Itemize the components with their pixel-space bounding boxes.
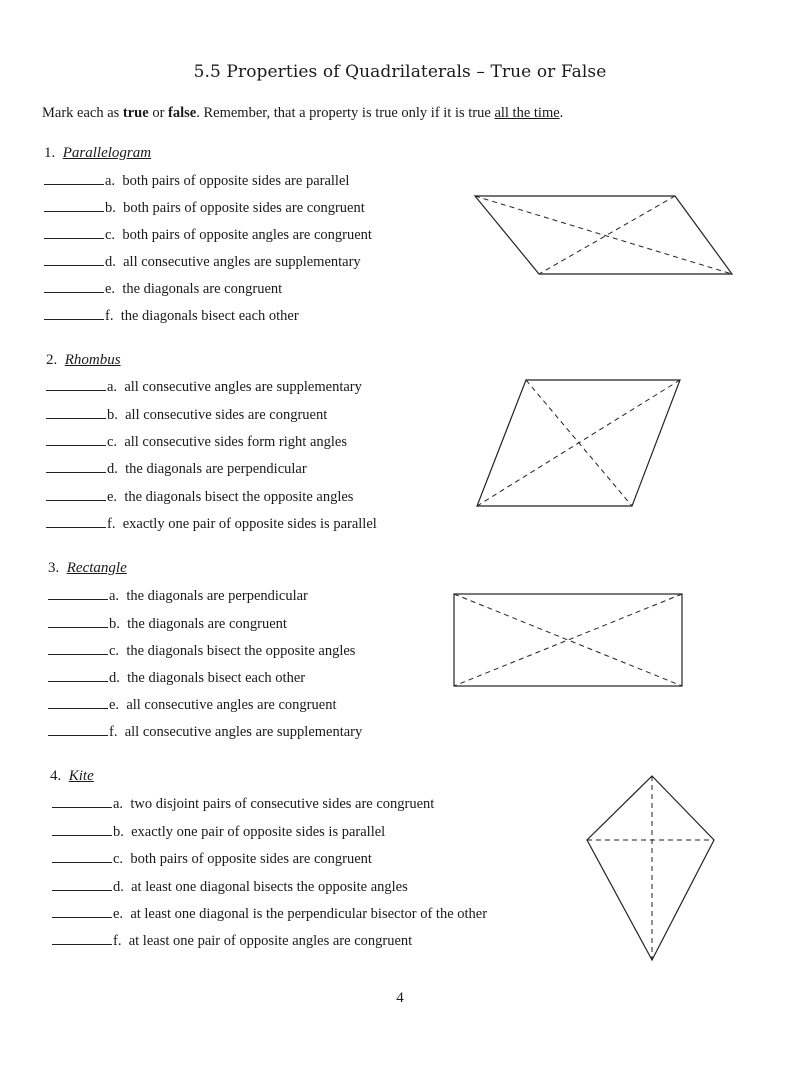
answer-blank[interactable] bbox=[48, 613, 108, 628]
question-text: the diagonals are perpendicular bbox=[125, 461, 307, 477]
question-3a bbox=[48, 585, 308, 605]
answer-blank[interactable] bbox=[44, 197, 104, 212]
question-letter: d. bbox=[113, 879, 124, 895]
answer-blank[interactable] bbox=[48, 667, 108, 682]
question-letter: c. bbox=[109, 643, 120, 659]
question-1a bbox=[44, 170, 349, 190]
true-word: true bbox=[122, 105, 149, 121]
question-4e bbox=[52, 903, 487, 923]
section-heading-rectangle bbox=[48, 560, 127, 577]
question-4a bbox=[52, 793, 434, 813]
question-text: the diagonals bisect each other bbox=[127, 670, 306, 686]
answer-blank[interactable] bbox=[52, 848, 112, 863]
question-2e bbox=[46, 486, 353, 506]
question-text: both pairs of opposite sides are congruent bbox=[123, 200, 365, 216]
question-2b bbox=[46, 404, 327, 424]
question-letter: d. bbox=[105, 254, 116, 270]
page-number: 4 bbox=[396, 990, 404, 1006]
question-letter: e. bbox=[113, 906, 124, 922]
question-letter: a. bbox=[105, 173, 116, 189]
question-letter: c. bbox=[113, 851, 124, 867]
answer-blank[interactable] bbox=[44, 278, 104, 293]
question-letter: b. bbox=[107, 407, 118, 423]
question-text: the diagonals bisect the opposite angles bbox=[126, 643, 356, 659]
question-2d bbox=[46, 458, 307, 478]
question-letter: b. bbox=[109, 616, 120, 632]
question-text: exactly one pair of opposite sides is parallel bbox=[122, 516, 377, 532]
answer-blank[interactable] bbox=[46, 376, 106, 391]
question-text: all consecutive sides form right angles bbox=[124, 434, 347, 450]
rectangle-figure bbox=[448, 588, 688, 692]
question-letter: f. bbox=[105, 308, 114, 324]
question-1b bbox=[44, 197, 365, 217]
question-text: all consecutive angles are supplementary bbox=[124, 379, 362, 395]
question-letter: a. bbox=[107, 379, 118, 395]
question-text: both pairs of opposite angles are congruent bbox=[122, 227, 372, 243]
or-word: or bbox=[148, 105, 169, 121]
section-heading-parallelogram bbox=[44, 145, 151, 162]
question-letter: f. bbox=[109, 724, 118, 740]
question-text: both pairs of opposite sides are parallel bbox=[122, 173, 350, 189]
question-text: both pairs of opposite sides are congruent bbox=[130, 851, 372, 867]
answer-blank[interactable] bbox=[52, 793, 112, 808]
question-letter: e. bbox=[105, 281, 116, 297]
question-2c bbox=[46, 431, 347, 451]
answer-blank[interactable] bbox=[46, 458, 106, 473]
parallelogram-figure bbox=[470, 190, 740, 282]
question-4b bbox=[52, 821, 385, 841]
answer-blank[interactable] bbox=[44, 224, 104, 239]
question-4f bbox=[52, 930, 412, 950]
question-text: the diagonals are congruent bbox=[127, 616, 287, 632]
question-2f bbox=[46, 513, 377, 533]
instructions bbox=[42, 105, 563, 122]
false-word: false bbox=[168, 105, 197, 121]
question-3c bbox=[48, 640, 355, 660]
instructions-middle: . Remember, that a property is true only if it is true bbox=[196, 105, 495, 121]
question-text: the diagonals bisect each other bbox=[120, 308, 299, 324]
answer-blank[interactable] bbox=[44, 305, 104, 320]
question-3e bbox=[48, 694, 336, 714]
question-4d bbox=[52, 876, 408, 896]
question-3d bbox=[48, 667, 305, 687]
question-letter: f. bbox=[107, 516, 116, 532]
question-letter: c. bbox=[107, 434, 118, 450]
question-letter: e. bbox=[107, 489, 118, 505]
worksheet-title: 5.5 Properties of Quadrilaterals – True or False bbox=[193, 62, 607, 82]
section-heading-rhombus bbox=[46, 352, 121, 369]
answer-blank[interactable] bbox=[46, 486, 106, 501]
section-number: 3. bbox=[48, 560, 60, 576]
answer-blank[interactable] bbox=[48, 585, 108, 600]
answer-blank[interactable] bbox=[52, 876, 112, 891]
question-letter: e. bbox=[109, 697, 120, 713]
answer-blank[interactable] bbox=[46, 431, 106, 446]
section-number: 4. bbox=[50, 768, 62, 784]
question-1e bbox=[44, 278, 282, 298]
question-letter: a. bbox=[113, 796, 124, 812]
answer-blank[interactable] bbox=[46, 513, 106, 528]
question-text: at least one pair of opposite angles are congruent bbox=[128, 933, 413, 949]
answer-blank[interactable] bbox=[52, 821, 112, 836]
answer-blank[interactable] bbox=[44, 251, 104, 266]
section-name: Rectangle bbox=[66, 560, 127, 576]
question-letter: d. bbox=[107, 461, 118, 477]
question-4c bbox=[52, 848, 372, 868]
question-3b bbox=[48, 613, 287, 633]
answer-blank[interactable] bbox=[48, 640, 108, 655]
answer-blank[interactable] bbox=[52, 903, 112, 918]
kite-figure bbox=[580, 770, 720, 966]
question-text: the diagonals are congruent bbox=[122, 281, 283, 297]
question-1f bbox=[44, 305, 299, 325]
question-text: the diagonals are perpendicular bbox=[126, 588, 308, 604]
question-text: all consecutive angles are supplementary bbox=[124, 724, 363, 740]
instructions-end: . bbox=[559, 105, 564, 121]
section-heading-kite bbox=[50, 768, 94, 785]
question-1c bbox=[44, 224, 372, 244]
answer-blank[interactable] bbox=[44, 170, 104, 185]
question-text: two disjoint pairs of consecutive sides are congruent bbox=[130, 796, 435, 812]
question-letter: c. bbox=[105, 227, 116, 243]
question-1d bbox=[44, 251, 361, 271]
question-text: at least one diagonal bisects the opposite angles bbox=[131, 879, 408, 895]
answer-blank[interactable] bbox=[48, 694, 108, 709]
question-letter: b. bbox=[113, 824, 124, 840]
question-text: at least one diagonal is the perpendicular bisector of the other bbox=[130, 906, 488, 922]
question-text: all consecutive angles are supplementary bbox=[123, 254, 361, 270]
question-2a bbox=[46, 376, 362, 396]
question-text: exactly one pair of opposite sides is parallel bbox=[131, 824, 386, 840]
question-text: all consecutive sides are congruent bbox=[125, 407, 328, 423]
all-the-time-emphasis: all the time bbox=[494, 105, 560, 121]
section-number: 1. bbox=[44, 145, 56, 161]
question-letter: d. bbox=[109, 670, 120, 686]
question-3f bbox=[48, 721, 362, 741]
question-letter: f. bbox=[113, 933, 122, 949]
section-name: Kite bbox=[68, 768, 94, 784]
answer-blank[interactable] bbox=[52, 930, 112, 945]
rhombus-figure bbox=[470, 372, 690, 512]
question-letter: a. bbox=[109, 588, 120, 604]
section-name: Rhombus bbox=[64, 352, 121, 368]
question-text: all consecutive angles are congruent bbox=[126, 697, 337, 713]
answer-blank[interactable] bbox=[48, 721, 108, 736]
section-name: Parallelogram bbox=[62, 145, 152, 161]
question-letter: b. bbox=[105, 200, 116, 216]
answer-blank[interactable] bbox=[46, 404, 106, 419]
question-text: the diagonals bisect the opposite angles bbox=[124, 489, 354, 505]
instructions-prefix: Mark each as bbox=[42, 105, 123, 121]
section-number: 2. bbox=[46, 352, 58, 368]
